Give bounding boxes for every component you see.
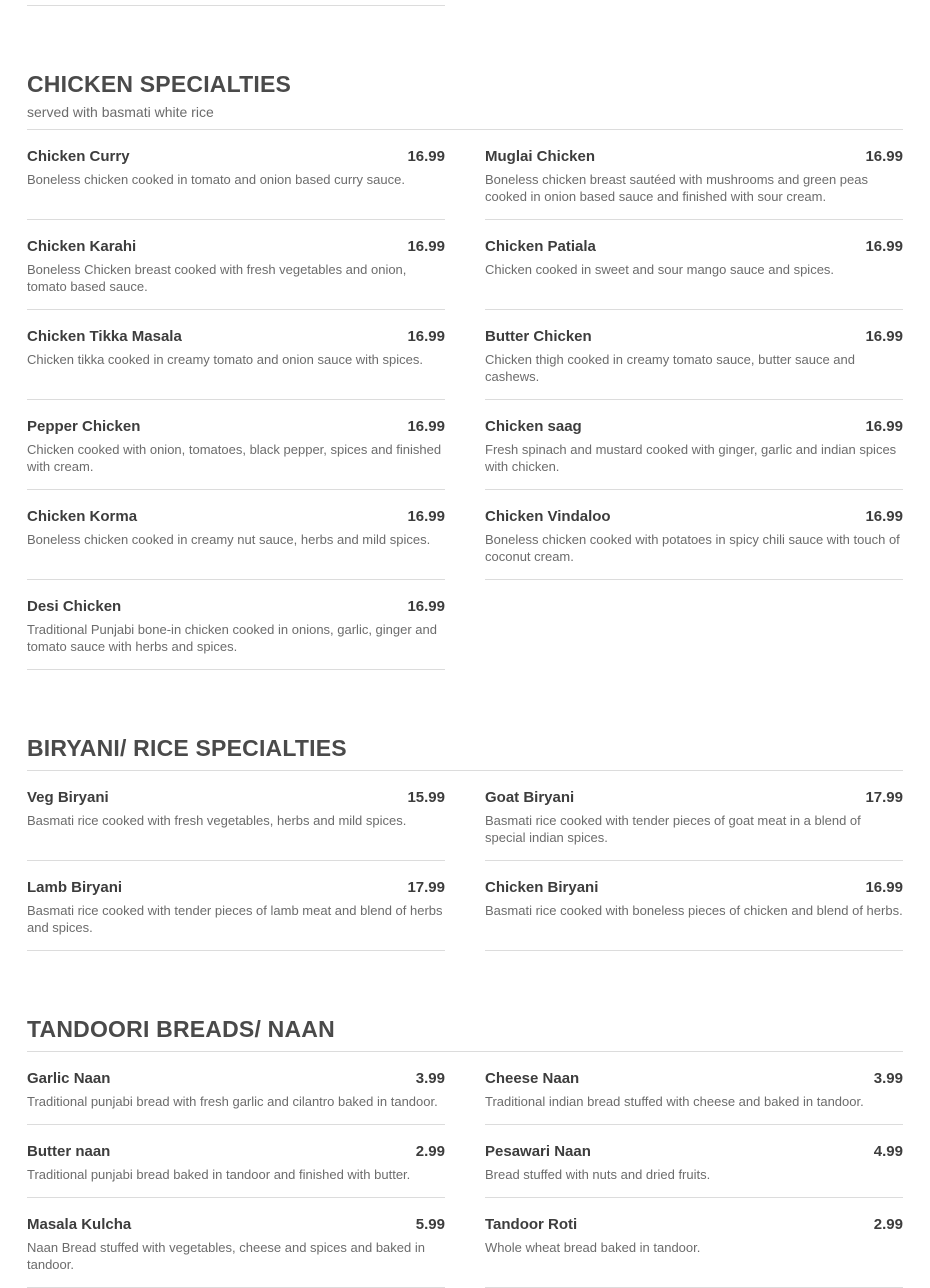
menu-item-description: Bread stuffed with nuts and dried fruits. (485, 1167, 711, 1182)
menu-item-header (485, 1216, 903, 1234)
menu-item-header (27, 148, 445, 166)
menu-item-name: Muglai Chicken (485, 148, 596, 165)
menu-item[interactable] (27, 490, 445, 580)
menu-item-name: Chicken Biryani (485, 879, 599, 896)
menu-item-header (27, 789, 445, 807)
menu-item-header (485, 1143, 903, 1161)
menu-item-header (27, 328, 445, 346)
menu-item-name: Lamb Biryani (27, 879, 123, 896)
section-item-grid (27, 771, 903, 951)
menu-item-price: 16.99 (865, 148, 903, 165)
menu-item-name: Chicken Tikka Masala (27, 328, 182, 345)
menu-item-header (27, 598, 445, 616)
menu-item[interactable] (27, 220, 445, 310)
menu-item-price: 16.99 (407, 598, 445, 615)
menu-item[interactable] (27, 771, 445, 861)
menu-item[interactable] (27, 580, 445, 670)
menu-item-description: Chicken cooked in sweet and sour mango sauce and spices. (485, 262, 835, 277)
menu-item-header (485, 1070, 903, 1088)
section-title: CHICKEN SPECIALTIES (27, 71, 292, 97)
menu-item-name: Chicken Korma (27, 508, 138, 525)
menu-item-name: Veg Biryani (27, 789, 109, 806)
menu-item[interactable] (485, 861, 903, 951)
menu-item-price: 16.99 (407, 148, 445, 165)
menu-item-name: Chicken Vindaloo (485, 508, 611, 525)
menu-item-header (27, 508, 445, 526)
section-item-grid (27, 1052, 903, 1288)
menu-item-price: 16.99 (407, 508, 445, 525)
menu-item-price: 2.99 (873, 1216, 903, 1233)
menu-item[interactable] (485, 400, 903, 490)
menu-item-description: Boneless chicken cooked in creamy nut sauce, herbs and mild spices. (27, 532, 431, 547)
menu-item[interactable] (485, 1198, 903, 1288)
menu-item-price: 16.99 (407, 418, 445, 435)
menu-item-description: Traditional indian bread stuffed with cheese and baked in tandoor. (485, 1094, 864, 1109)
menu-item-name: Goat Biryani (485, 789, 575, 806)
menu-item-description: Basmati rice cooked with boneless pieces of chicken and blend of herbs. (485, 903, 903, 918)
menu-item-header (485, 328, 903, 346)
menu-item-header (485, 238, 903, 256)
menu-section (27, 1015, 903, 1288)
menu-item-header (485, 789, 903, 807)
menu-item[interactable] (485, 490, 903, 580)
menu-item-header (27, 1070, 445, 1088)
menu-item[interactable] (485, 310, 903, 400)
menu-item-name: Butter naan (27, 1143, 111, 1160)
menu-item-price: 3.99 (873, 1070, 903, 1087)
section-header (27, 1015, 903, 1052)
menu-item-description: Boneless Chicken breast cooked with fresh vegetables and onion, tomato based sauce. (27, 262, 407, 294)
menu-item-description: Boneless chicken cooked in tomato and onion based curry sauce. (27, 172, 405, 187)
section-title: BIRYANI/ RICE SPECIALTIES (27, 735, 347, 761)
menu-item[interactable] (485, 130, 903, 220)
menu-item-header (27, 418, 445, 436)
menu-item[interactable] (485, 1052, 903, 1125)
menu-item-header (485, 148, 903, 166)
menu-sections (27, 70, 903, 1288)
menu-item-name: Cheese Naan (485, 1070, 580, 1087)
menu-item-name: Chicken Patiala (485, 238, 596, 255)
menu-item-description: Chicken thigh cooked in creamy tomato sauce, butter sauce and cashews. (485, 352, 855, 384)
menu-item-description: Chicken cooked with onion, tomatoes, black pepper, spices and finished with cream. (27, 442, 442, 474)
menu-item-price: 5.99 (415, 1216, 445, 1233)
menu-section (27, 70, 903, 670)
menu-item[interactable] (485, 220, 903, 310)
menu-item-description: Boneless chicken cooked with potatoes in spicy chili sauce with touch of coconut cream. (485, 532, 900, 564)
menu-item[interactable] (27, 130, 445, 220)
menu-item-header (27, 1143, 445, 1161)
section-subtitle: served with basmati white rice (27, 104, 214, 120)
menu-item-description: Traditional Punjabi bone-in chicken cooked in onions, garlic, ginger and tomato sauce with herbs and spices. (27, 622, 437, 654)
menu-item-price: 17.99 (407, 879, 445, 896)
menu-item-header (485, 418, 903, 436)
menu-item-description: Fresh spinach and mustard cooked with ginger, garlic and indian spices with chicken. (485, 442, 897, 474)
menu-item-price: 16.99 (865, 879, 903, 896)
menu-item-price: 16.99 (407, 328, 445, 345)
menu-item-header (485, 508, 903, 526)
menu-item-description: Boneless chicken breast sautéed with mushrooms and green peas cooked in onion based sauce and finished with sour cream. (485, 172, 868, 204)
menu-item-price: 3.99 (415, 1070, 445, 1087)
menu-item-price: 16.99 (865, 508, 903, 525)
menu-item[interactable] (27, 1052, 445, 1125)
menu-item-name: Chicken Curry (27, 148, 130, 165)
menu-item-header (27, 238, 445, 256)
menu-item-description: Traditional punjabi bread with fresh garlic and cilantro baked in tandoor. (27, 1094, 438, 1109)
menu-item-header (485, 879, 903, 897)
menu-item-description: Chicken tikka cooked in creamy tomato and onion sauce with spices. (27, 352, 423, 367)
menu-item-name: Garlic Naan (27, 1070, 111, 1087)
menu-item-description: Basmati rice cooked with fresh vegetables, herbs and mild spices. (27, 813, 407, 828)
menu-item-description: Basmati rice cooked with tender pieces of goat meat in a blend of special indian spices. (485, 813, 861, 845)
menu-item-price: 17.99 (865, 789, 903, 806)
menu-item-price: 16.99 (865, 328, 903, 345)
menu-item-price: 4.99 (873, 1143, 903, 1160)
menu-item-name: Desi Chicken (27, 598, 122, 615)
menu-item-price: 15.99 (407, 789, 445, 806)
menu-item-description: Whole wheat bread baked in tandoor. (485, 1240, 701, 1255)
previous-item-divider (27, 0, 445, 6)
menu-section (27, 734, 903, 951)
menu-item-description: Basmati rice cooked with tender pieces of lamb meat and blend of herbs and spices. (27, 903, 443, 935)
menu-item-description: Traditional punjabi bread baked in tandoor and finished with butter. (27, 1167, 411, 1182)
menu-item-name: Pepper Chicken (27, 418, 141, 435)
menu-item[interactable] (27, 1198, 445, 1288)
menu-item-price: 2.99 (415, 1143, 445, 1160)
menu-item[interactable] (27, 1125, 445, 1198)
menu-item[interactable] (27, 861, 445, 951)
menu-item-price: 16.99 (865, 238, 903, 255)
menu-item[interactable] (485, 771, 903, 861)
menu-item-name: Chicken Karahi (27, 238, 137, 255)
menu-item[interactable] (485, 1125, 903, 1198)
menu-item[interactable] (27, 400, 445, 490)
menu-item-price: 16.99 (407, 238, 445, 255)
section-header (27, 70, 903, 130)
menu-item[interactable] (27, 310, 445, 400)
menu-item-name: Masala Kulcha (27, 1216, 132, 1233)
menu-item-header (27, 1216, 445, 1234)
menu-item-name: Tandoor Roti (485, 1216, 578, 1233)
section-title: TANDOORI BREADS/ NAAN (27, 1016, 335, 1042)
menu-item-description: Naan Bread stuffed with vegetables, cheese and spices and baked in tandoor. (27, 1240, 425, 1272)
menu-item-price: 16.99 (865, 418, 903, 435)
menu-item-name: Pesawari Naan (485, 1143, 591, 1160)
menu-item-name: Chicken saag (485, 418, 582, 435)
section-header (27, 734, 903, 771)
section-item-grid (27, 130, 903, 670)
menu-item-header (27, 879, 445, 897)
menu-item-name: Butter Chicken (485, 328, 592, 345)
